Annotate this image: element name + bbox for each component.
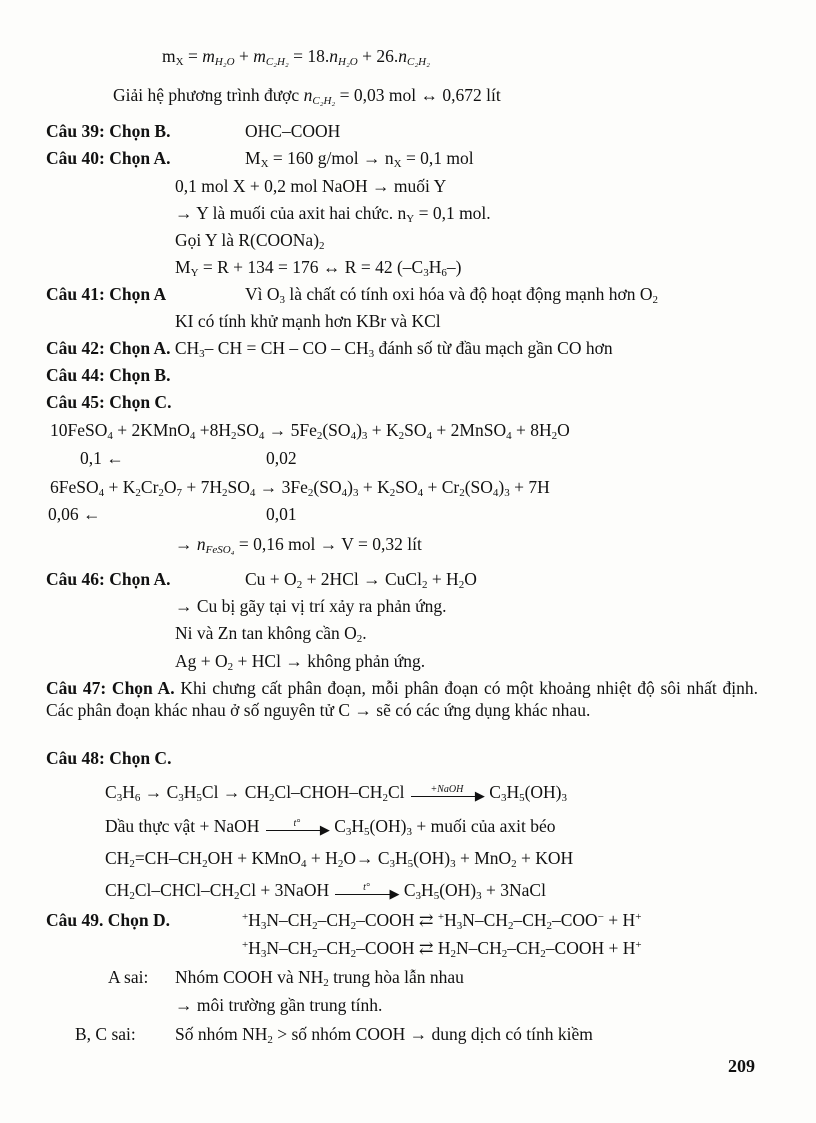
q40-line5: $M_Y = R + 134 = 176$ ↔ R = 42 $(-C_3H_6-)$ [175,257,462,279]
q45-moles-2a: 0,06 ← [48,504,101,524]
q39-label: Câu 39: Chọn B. [46,121,171,141]
q41-label: Câu 41: Chọn A [46,284,167,304]
q45-moles-2b: 0,01 [266,504,297,524]
q49-a-line2: → môi trường gần trung tính. [175,995,383,1015]
q42-line: Câu 42: Chọn A. $CH_3-$ CH = CH – CO – $CH_3$ đánh số từ đầu mạch gần CO hơn [46,338,613,360]
q49-a-line1: Nhóm COOH và $NH_2$ trung hòa lẫn nhau [175,967,464,989]
q49-a-label: A sai: [108,967,149,987]
reaction-arrow: t° ▶ [264,817,330,839]
q40-line2: 0,1 mol X + 0,2 mol NaOH → muối Y [175,176,447,196]
q49-bc-label: B, C sai: [75,1024,136,1044]
q40-label: Câu 40: Chọn A. [46,148,171,168]
q44-label: Câu 44: Chọn B. [46,365,171,385]
reaction-arrow: +NaOH ▶ [409,783,485,805]
q40-line3: → Y là muối của axit hai chức. $n_Y = 0,1$ mol. [175,203,491,225]
q40-line1: $M_X = 160$ $g/mol \to n_X = 0,1$ mol [245,148,474,170]
q48-reaction-3: $CH_2=CH-CH_2OH$ + KMnO$_4$ + $H_2O\to C_3H_5(OH)_3 + MnO_2$ + KOH [105,848,574,870]
q40-line4: Gọi Y là $R(COONa)_2$ [175,230,325,252]
q46-line4: $Ag + O_2$ + HCl → không phản ứng. [175,651,426,673]
q48-reaction-1: $C_3H_6 \to C_3H_5Cl$ → $CH_2Cl-CHOH-CH_2Cl$ +NaOH ▶ $C_3H_5(OH)_3$ [105,782,568,804]
mass-equation: $m_X = m_{H_2O} + m_{C_2H_2} = 18.n_{H_2O} + 26.n_{C_2H_2}$ [162,46,430,68]
q46-line3: Ni và Zn tan không cần $O_2$. [175,623,367,645]
q49-label: Câu 49. Chọn D. [46,910,170,930]
q45-label: Câu 45: Chọn C. [46,392,172,412]
q48-reaction-2: Dầu thực vật + NaOH t° ▶ $C_3H_5(OH)_3$ + muối của axit béo [105,816,556,838]
system-solution: Giải hệ phương trình được $n_{C_2H_2} = 0,03$ mol ↔ 0,672 lít [113,85,501,107]
q49-bc-line: Số nhóm $NH_2$ > số nhóm COOH → dung dịch có tính kiềm [175,1024,593,1046]
q45-result: → $n_{FeSO_4} = 0,16$ mol → V = 0,32 lít [175,534,422,556]
q45-moles-1b: 0,02 [266,448,297,468]
q45-moles-1a: 0,1 ← [80,448,124,468]
q39-answer: OHC–COOH [245,121,341,141]
reaction-arrow: t° ▶ [333,881,399,903]
q41-line2: KI có tính khử mạnh hơn KBr và KCl [175,311,441,331]
q46-label: Câu 46: Chọn A. [46,569,171,589]
q48-reaction-4: $CH_2Cl-CHCl-CH_2Cl$ + 3NaOH t° ▶ $C_3H_5(OH)_3$ + 3NaCl [105,880,546,902]
q45-equation-2: 6FeSO$_4$ + $K_2Cr_2O_7 + 7H_2SO_4 \to 3Fe_2(SO_4)_3 + K_2SO_4 + Cr_2(SO_4)_3 + 7H$ [50,477,550,499]
q41-line1: Vì $O_3$ là chất có tính oxi hóa và độ hoạt động mạnh hơn $O_2$ [245,284,658,306]
q45-equation-1: 10FeSO$_4$ + 2KMnO$_4$ $+8H_2SO_4 \to 5Fe_2(SO_4)_3 + K_2SO_4$ + 2MnSO$_4$ + $8H_2O$ [50,420,570,442]
q46-line1: $Cu + O_2 + 2HCl$ → CuCl$_2$ + $H_2O$ [245,569,477,591]
q49-equilibrium-1: $^+H_3N-CH_2-CH_2$–COOH ⇄ $^+H_3N-CH_2-CH_2-COO^- + H^+$ [242,910,642,932]
q47-paragraph: Câu 47: Chọn A. Khi chưng cất phân đoạn, mỗi phân đoạn có một khoảng nhiệt độ sôi nhất định. Các phân đoạn khác nhau ở số nguyên tử C → sẽ có các ứng dụng khác nhau. [46,678,759,720]
q46-line2: → Cu bị gãy tại vị trí xảy ra phản ứng. [175,596,447,616]
page-number: 209 [728,1056,755,1076]
q49-equilibrium-2: $^+H_3N-CH_2-CH_2$–COOH ⇄ $H_2N-CH_2-CH_2$–COOH + H+ [242,938,642,960]
q48-label: Câu 48: Chọn C. [46,748,172,768]
